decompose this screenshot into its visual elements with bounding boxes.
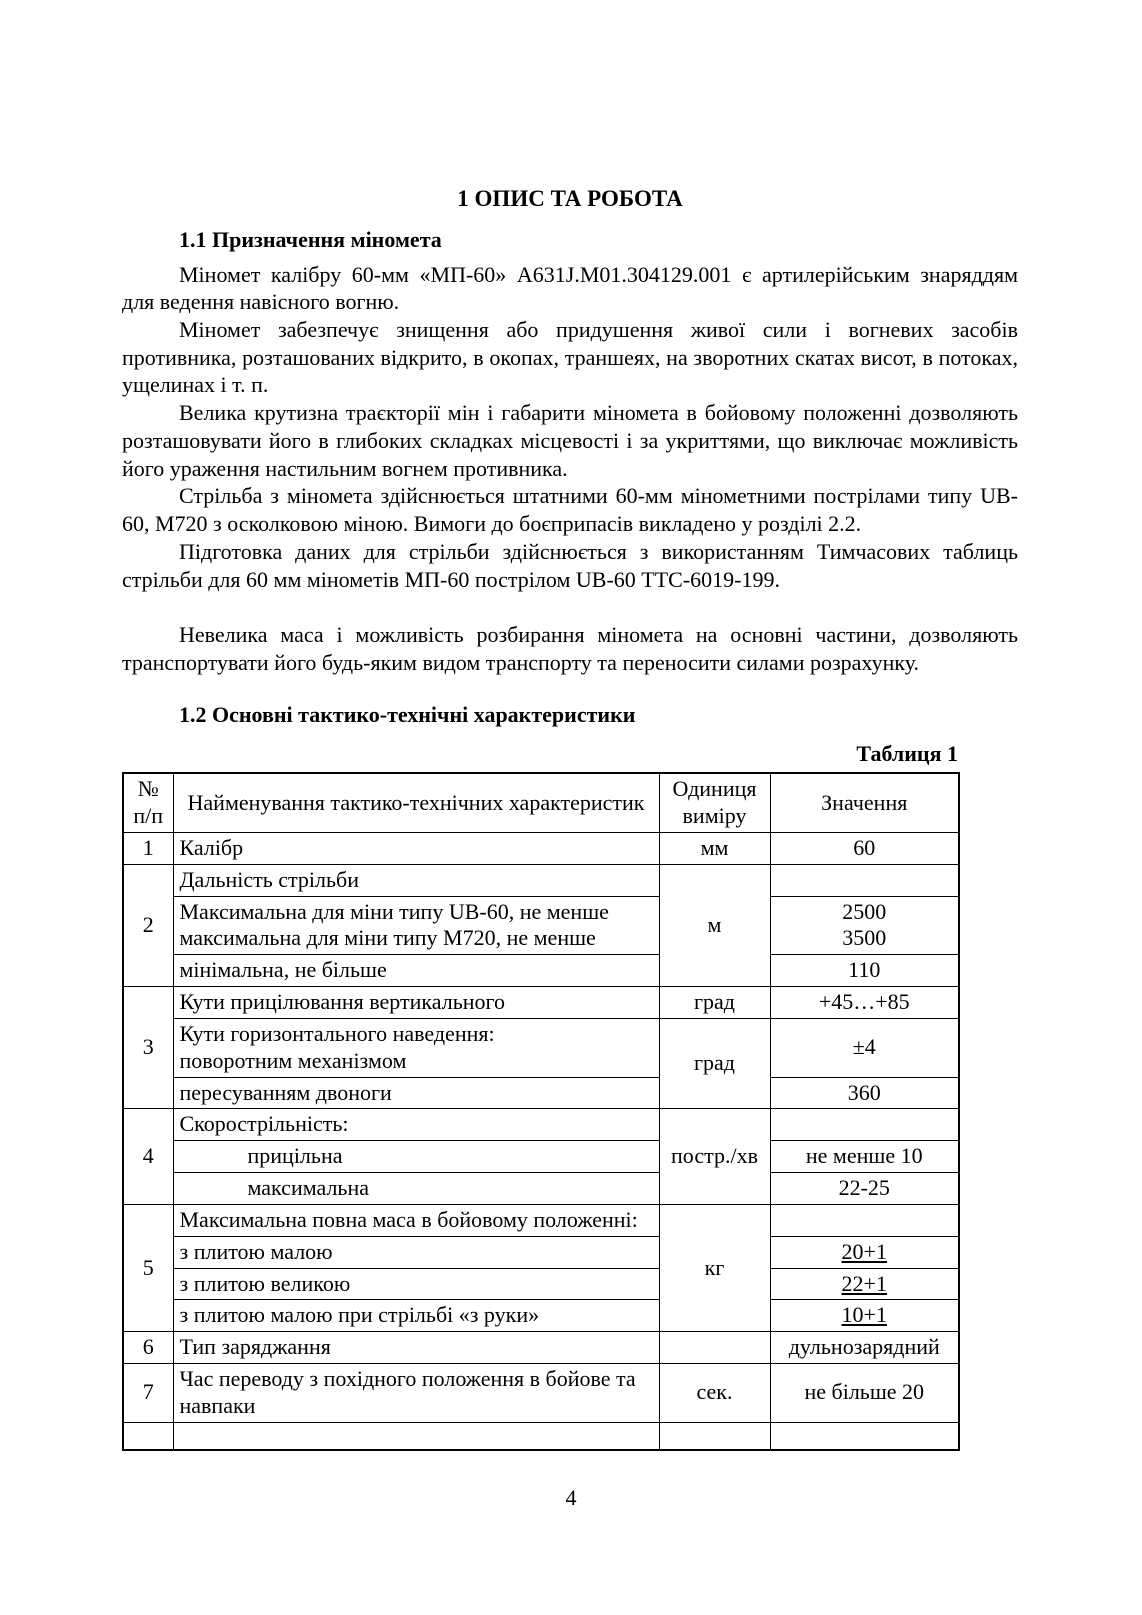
empty-cell [123, 1422, 173, 1450]
row5-sub2-value-cell [770, 1236, 959, 1268]
empty-cell [173, 1422, 659, 1450]
table-header-row [123, 773, 959, 832]
row6-num: 6 [123, 1332, 173, 1364]
row7-name: Час переводу з похідного положення в бойове та навпаки [173, 1363, 659, 1422]
row3-sub1-name: Кути прицілювання вертикального [173, 987, 659, 1019]
row4-unit: постр./хв [659, 1109, 770, 1204]
table-row-rate-max [123, 1173, 959, 1205]
paragraph-trajectory: Велика крутизна траєкторії мін і габарити міномета в бойовому положенні дозволяють розташовувати його в глибоких складках місцевості і за укриттями, що виключає можливість його ураження настильним вогнем противника. [122, 400, 1018, 481]
table-row-traverse-mech [123, 1018, 959, 1077]
row5-unit: кг [659, 1204, 770, 1331]
table-row-mass-header [123, 1204, 959, 1236]
paragraph-firing-tables: Підготовка даних для стрільби здійснюється з використанням Тимчасових таблиць стрільби для 60 мм мінометів МП-60 пострілом UB-60 ТТС-6019-199. [122, 538, 1018, 592]
row4-sub3-name: максимальна [173, 1173, 659, 1205]
row2-sub2-name: Максимальна для міни типу UB-60, не менше максимальна для міни типу М720, не менше [173, 896, 659, 955]
row6-unit [659, 1332, 770, 1364]
table-row-caliber [123, 832, 959, 864]
row4-sub1-name: Скорострільність: [173, 1109, 659, 1141]
table-row-range-max [123, 896, 959, 955]
row5-sub4-value-cell [770, 1300, 959, 1332]
row5-sub1-name: Максимальна повна маса в бойовому положенні: [173, 1204, 659, 1236]
section-1-2-heading: 1.2 Основні тактико-технічні характеристики [179, 701, 636, 727]
row2-num: 2 [123, 864, 173, 986]
row6-value: дульнозарядний [770, 1332, 959, 1364]
table-row-rate-header [123, 1109, 959, 1141]
row3-sub3-value: 360 [770, 1077, 959, 1109]
row5-sub2-name: з плитою малою [173, 1236, 659, 1268]
characteristics-table [122, 772, 960, 1450]
table-row-range-header [123, 864, 959, 896]
empty-cell [659, 1422, 770, 1450]
row3-sub1-unit: град [659, 987, 770, 1019]
row2-sub3-name: мінімальна, не більше [173, 955, 659, 987]
paragraph-transport: Невелика маса і можливість розбирання міномета на основні частини, дозволяють транспортувати його будь-яким видом транспорту та переносити силами розрахунку. [122, 622, 1018, 675]
table-row-transition-time [123, 1363, 959, 1422]
row5-sub3-value-cell [770, 1268, 959, 1300]
page-number: 4 [565, 1485, 577, 1510]
row1-num: 1 [123, 832, 173, 864]
table-row-elevation [123, 987, 959, 1019]
tolerance-value: 10+1 [841, 1302, 887, 1328]
header-cell-value: Значення [770, 773, 959, 832]
header-cell-unit: Одиниця виміру [659, 773, 770, 832]
header-cell-name: Найменування тактико-технічних характеристик [173, 773, 659, 832]
row4-sub2-value: не менше 10 [770, 1141, 959, 1173]
row4-sub3-value: 22-25 [770, 1173, 959, 1205]
row1-value: 60 [770, 832, 959, 864]
row2-sub3-value: 110 [770, 955, 959, 987]
row5-sub3-name: з плитою великою [173, 1268, 659, 1300]
table-row-range-min [123, 955, 959, 987]
row3-sub2-value: ±4 [770, 1018, 959, 1077]
row3-num: 3 [123, 987, 173, 1109]
table-row-loading-type [123, 1332, 959, 1364]
table-row-mass-large-plate [123, 1268, 959, 1300]
paragraph-ammunition: Стрільба з міномета здійснюється штатними 60-мм мінометними пострілами типу UB-60, М720 з осколковою міною. Вимоги до боєприпасів викладено у розділі 2.2. [122, 483, 1018, 537]
table-row-traverse-bipod [123, 1077, 959, 1109]
table-row-mass-small-plate [123, 1236, 959, 1268]
row7-num: 7 [123, 1363, 173, 1422]
empty-cell [770, 1422, 959, 1450]
row5-sub1-value [770, 1204, 959, 1236]
tolerance-value: 20+1 [841, 1238, 887, 1264]
row1-name: Калібр [173, 832, 659, 864]
row3-sub2-name: Кути горизонтального наведення: поворотним механізмом [173, 1018, 659, 1077]
row4-sub2-name: прицільна [173, 1141, 659, 1173]
header-cell-num: № п/п [123, 773, 173, 832]
row7-value: не більше 20 [770, 1363, 959, 1422]
row2-sub1-name: Дальність стрільби [173, 864, 659, 896]
section-1-1-heading: 1.1 Призначення міномета [179, 227, 442, 252]
table-row-mass-handheld [123, 1300, 959, 1332]
row3-sub3-name: пересуванням двоноги [173, 1077, 659, 1109]
table-caption: Таблиця 1 [856, 741, 958, 767]
row5-sub4-name: з плитою малою при стрільбі «з руки» [173, 1300, 659, 1332]
row4-sub1-value [770, 1109, 959, 1141]
row3-sub2-unit: град [659, 1018, 770, 1108]
row5-num: 5 [123, 1204, 173, 1331]
row2-unit: м [659, 864, 770, 986]
row3-sub1-value: +45…+85 [770, 987, 959, 1019]
row6-name: Тип заряджання [173, 1332, 659, 1364]
paragraph-targets: Міномет забезпечує знищення або придушення живої сили і вогневих засобів противника, розташованих відкрито, в окопах, траншеях, на зворотних скатах висот, в потоках, ущелинах і т. п. [122, 317, 1018, 398]
row1-unit: мм [659, 832, 770, 864]
tolerance-value: 22+1 [841, 1270, 887, 1296]
row2-sub1-value [770, 864, 959, 896]
page-title: 1 ОПИС ТА РОБОТА [457, 186, 683, 211]
table-row-rate-aimed [123, 1141, 959, 1173]
row4-num: 4 [123, 1109, 173, 1204]
row2-sub2-value: 2500 3500 [770, 896, 959, 955]
paragraph-purpose: Міномет калібру 60-мм «МП-60» А631J.М01.304129.001 є артилерійським знаряддям для ведення навісного вогню. [122, 261, 1018, 315]
table-row-empty [123, 1422, 959, 1450]
row7-unit: сек. [659, 1363, 770, 1422]
